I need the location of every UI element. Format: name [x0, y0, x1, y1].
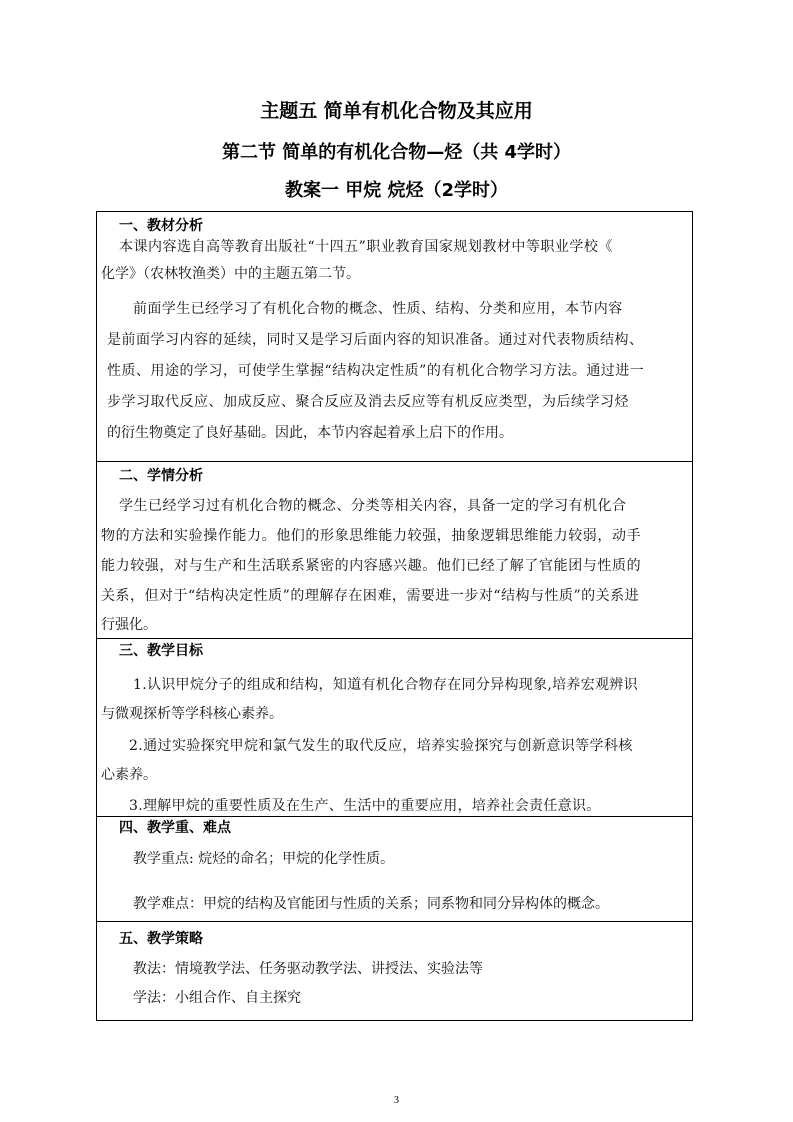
section-heading: 五、教学策略	[119, 931, 203, 947]
paragraph-line: 的衍生物奠定了良好基础。因此，本节内容起着承上启下的作用。	[107, 425, 513, 441]
learning-methods-line: 学法：小组合作、自主探究	[133, 990, 301, 1006]
teaching-methods-line: 教法：情境教学法、任务驱动教学法、讲授法、实验法等	[133, 961, 483, 977]
paragraph-line: 步学习取代反应、加成反应、聚合反应及消去反应等有机反应类型，为后续学习烃	[107, 394, 629, 410]
paragraph-line: 3.理解甲烷的重要性质及在生产、生活中的重要应用，培养社会责任意识。	[129, 798, 601, 814]
section-heading: 四、教学重、难点	[119, 820, 231, 836]
paragraph-line: 关系，但对于“结构决定性质”的理解存在困难，需要进一步对“结构与性质”的关系进	[101, 588, 640, 604]
difficult-points-line: 教学难点：甲烷的结构及官能团与性质的关系；同系物和同分异构体的概念。	[133, 896, 609, 912]
paragraph-line: 本课内容选自高等教育出版社“十四五”职业教育国家规划教材中等职业学校《	[119, 239, 613, 255]
paragraph-line: 物的方法和实验操作能力。他们的形象思维能力较强，抽象逻辑思维能力较弱，动手	[101, 528, 642, 544]
section-teaching-objectives	[97, 639, 692, 817]
lesson-plan-table	[96, 211, 693, 1021]
paragraph-line: 与微观探析等学科核心素养。	[101, 706, 283, 722]
section-student-analysis	[97, 462, 692, 639]
paragraph-line: 心素养。	[101, 767, 157, 783]
paragraph-line: 是前面学习内容的延续，同时又是学习后面内容的知识准备。通过对代表物质结构、	[107, 332, 644, 348]
lesson-title: 教案一 甲烷 烷烃（2学时）	[284, 180, 509, 201]
section-title: 第二节 简单的有机化合物—烃（共 4学时）	[221, 142, 572, 163]
section-key-difficult-points	[97, 817, 692, 922]
paragraph-line: 学生已经学习过有机化合物的概念、分类等相关内容，具备一定的学习有机化合	[119, 498, 627, 514]
key-points-line: 教学重点: 烷烃的命名；甲烷的化学性质。	[133, 851, 395, 867]
paragraph-line: 1.认识甲烷分子的组成和结构，知道有机化合物存在同分异构现象,培养宏观辨识	[133, 677, 638, 693]
paragraph-line: 能力较强，对与生产和生活联系紧密的内容感兴趣。他们已经了解了官能团与性质的	[101, 558, 642, 574]
paragraph-line: 前面学生已经学习了有机化合物的概念、性质、结构、分类和应用，本节内容	[133, 301, 623, 317]
document-title: 主题五 简单有机化合物及其应用	[260, 100, 533, 122]
page-number: 3	[394, 1095, 399, 1106]
section-heading: 一、教材分析	[119, 218, 203, 234]
section-heading: 二、学情分析	[119, 468, 203, 484]
paragraph-line: 性质、用途的学习，可使学生掌握“结构决定性质”的有机化合物学习方法。通过进一	[107, 363, 645, 379]
paragraph-line: 化学》（农林牧渔类）中的主题五第二节。	[101, 266, 360, 282]
paragraph-line: 行强化。	[101, 617, 157, 633]
paragraph-line: 2.通过实验探究甲烷和氯气发生的取代反应，培养实验探究与创新意识等学科核	[129, 738, 633, 754]
section-teaching-strategy	[97, 922, 692, 1020]
section-heading: 三、教学目标	[119, 643, 203, 659]
section-textbook-analysis	[97, 212, 692, 462]
